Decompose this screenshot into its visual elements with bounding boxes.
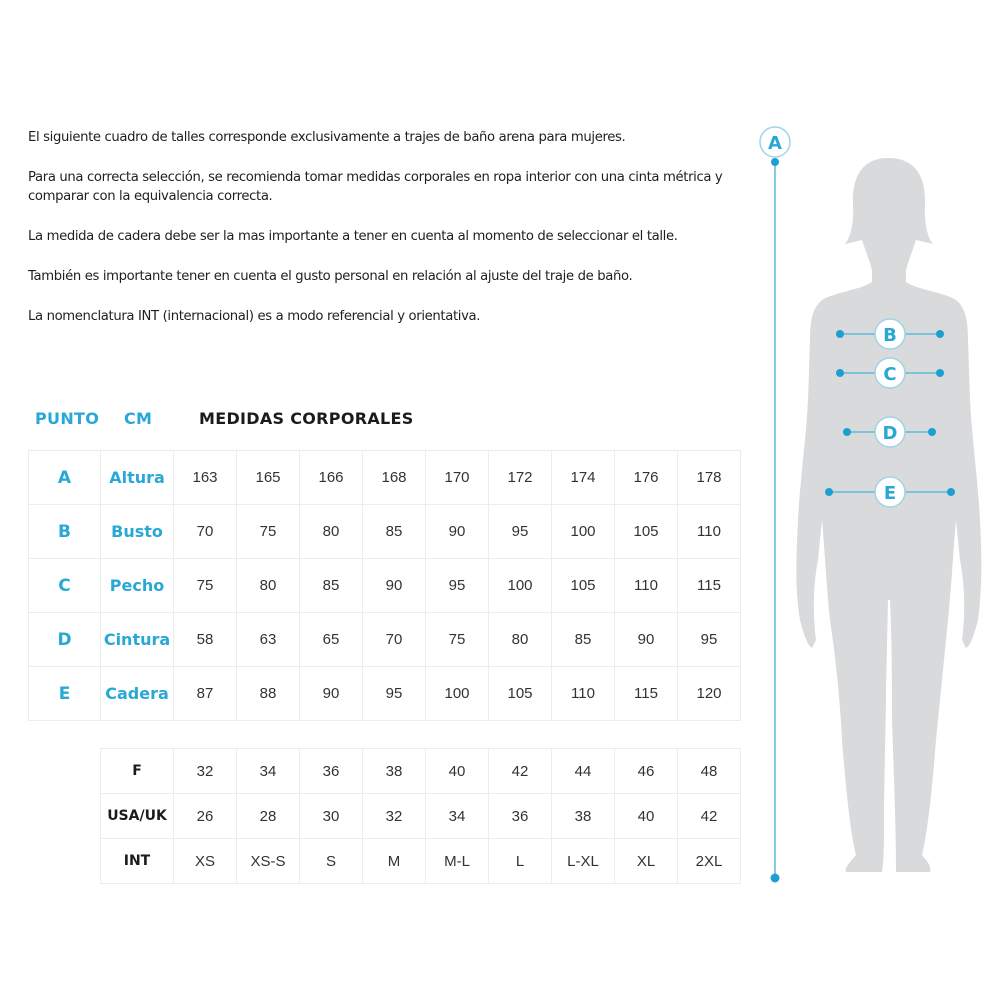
- marker-d-icon: [875, 417, 905, 447]
- cell: M: [363, 839, 426, 884]
- cell: 34: [426, 794, 489, 839]
- point-label: E: [29, 667, 101, 721]
- cell: 110: [678, 505, 741, 559]
- cell: 166: [300, 451, 363, 505]
- cell: S: [300, 839, 363, 884]
- measure-name: Cadera: [101, 667, 174, 721]
- cell: 88: [237, 667, 300, 721]
- cell: 28: [237, 794, 300, 839]
- cell: 95: [489, 505, 552, 559]
- cell: XS: [174, 839, 237, 884]
- cell: 36: [300, 749, 363, 794]
- cell: 105: [489, 667, 552, 721]
- marker-c-icon: [875, 358, 905, 388]
- cell: 95: [678, 613, 741, 667]
- intro-paragraph-3: La medida de cadera debe ser la mas importante a tener en cuenta al momento de seleccionar el talle.: [28, 229, 678, 244]
- cell: L-XL: [552, 839, 615, 884]
- size-system-label: INT: [101, 839, 174, 884]
- marker-b-icon: [875, 319, 905, 349]
- point-label: A: [29, 451, 101, 505]
- table-row: [101, 749, 741, 794]
- cell: XL: [615, 839, 678, 884]
- cell: 120: [678, 667, 741, 721]
- cell: 65: [300, 613, 363, 667]
- header-punto: PUNTO: [35, 409, 100, 428]
- cell: 100: [552, 505, 615, 559]
- cell: M-L: [426, 839, 489, 884]
- point-label: C: [29, 559, 101, 613]
- cell: 100: [489, 559, 552, 613]
- cell: 32: [174, 749, 237, 794]
- measure-name: Altura: [101, 451, 174, 505]
- cell: 110: [552, 667, 615, 721]
- cell: 163: [174, 451, 237, 505]
- measure-name: Cintura: [101, 613, 174, 667]
- silhouette-diagram: [740, 110, 1000, 900]
- cell: 90: [300, 667, 363, 721]
- cell: 90: [426, 505, 489, 559]
- svg-text:E: E: [883, 483, 897, 504]
- cell: 32: [363, 794, 426, 839]
- cell: 44: [552, 749, 615, 794]
- svg-text:A: A: [768, 133, 782, 154]
- svg-text:D: D: [882, 423, 898, 444]
- table-row: [29, 451, 741, 505]
- cell: 48: [678, 749, 741, 794]
- svg-text:B: B: [883, 325, 897, 346]
- marker-a-icon: [760, 127, 790, 157]
- cell: 87: [174, 667, 237, 721]
- header-cm: CM: [124, 409, 153, 428]
- cell: 85: [300, 559, 363, 613]
- cell: 40: [615, 794, 678, 839]
- size-system-label: F: [101, 749, 174, 794]
- cell: 110: [615, 559, 678, 613]
- intro-text: [28, 128, 748, 347]
- marker-e-icon: [875, 477, 905, 507]
- cell: 30: [300, 794, 363, 839]
- cell: 95: [426, 559, 489, 613]
- point-label: D: [29, 613, 101, 667]
- cell: 80: [237, 559, 300, 613]
- cell: L: [489, 839, 552, 884]
- cell: 176: [615, 451, 678, 505]
- cell: 70: [363, 613, 426, 667]
- cell: 178: [678, 451, 741, 505]
- cell: 75: [174, 559, 237, 613]
- intro-paragraph-2: Para una correcta selección, se recomienda tomar medidas corporales en ropa interior con una cinta métrica y comparar con la equivalencia correcta.: [28, 170, 723, 204]
- body-measurement-figure: [740, 110, 1000, 900]
- table-row: [29, 613, 741, 667]
- cell: 26: [174, 794, 237, 839]
- point-label: B: [29, 505, 101, 559]
- measure-name: Busto: [101, 505, 174, 559]
- cell: 90: [615, 613, 678, 667]
- cell: 115: [615, 667, 678, 721]
- cell: 46: [615, 749, 678, 794]
- cell: 85: [363, 505, 426, 559]
- cell: 85: [552, 613, 615, 667]
- cell: 70: [174, 505, 237, 559]
- cell: 40: [426, 749, 489, 794]
- cell: 38: [552, 794, 615, 839]
- cell: 42: [489, 749, 552, 794]
- cell: 80: [300, 505, 363, 559]
- cell: 165: [237, 451, 300, 505]
- cell: 42: [678, 794, 741, 839]
- cell: 168: [363, 451, 426, 505]
- cell: 80: [489, 613, 552, 667]
- cell: 90: [363, 559, 426, 613]
- intro-paragraph-5: La nomenclatura INT (internacional) es a modo referencial y orientativa.: [28, 309, 481, 324]
- measure-name: Pecho: [101, 559, 174, 613]
- cell: 38: [363, 749, 426, 794]
- cell: 95: [363, 667, 426, 721]
- table-row: [29, 667, 741, 721]
- cell: 36: [489, 794, 552, 839]
- size-system-label: USA/UK: [101, 794, 174, 839]
- intro-paragraph-1: El siguiente cuadro de talles corresponde exclusivamente a trajes de baño arena para mujeres.: [28, 130, 626, 145]
- cell: 172: [489, 451, 552, 505]
- cell: 100: [426, 667, 489, 721]
- cell: 170: [426, 451, 489, 505]
- cell: 75: [426, 613, 489, 667]
- woman-silhouette-icon: [796, 158, 981, 872]
- cell: 75: [237, 505, 300, 559]
- measurements-table: [28, 450, 741, 721]
- table-row: [29, 559, 741, 613]
- table-row: [101, 794, 741, 839]
- cell: 58: [174, 613, 237, 667]
- cell: 174: [552, 451, 615, 505]
- table-row: [101, 839, 741, 884]
- cell: 105: [552, 559, 615, 613]
- cell: 2XL: [678, 839, 741, 884]
- cell: XS-S: [237, 839, 300, 884]
- cell: 63: [237, 613, 300, 667]
- cell: 34: [237, 749, 300, 794]
- cell: 115: [678, 559, 741, 613]
- cell: 105: [615, 505, 678, 559]
- header-medidas-corporales: MEDIDAS CORPORALES: [199, 409, 414, 428]
- intro-paragraph-4: También es importante tener en cuenta el gusto personal en relación al ajuste del traje de baño.: [28, 269, 633, 284]
- size-conversion-table: [100, 748, 741, 884]
- table-row: [29, 505, 741, 559]
- svg-text:C: C: [883, 364, 897, 385]
